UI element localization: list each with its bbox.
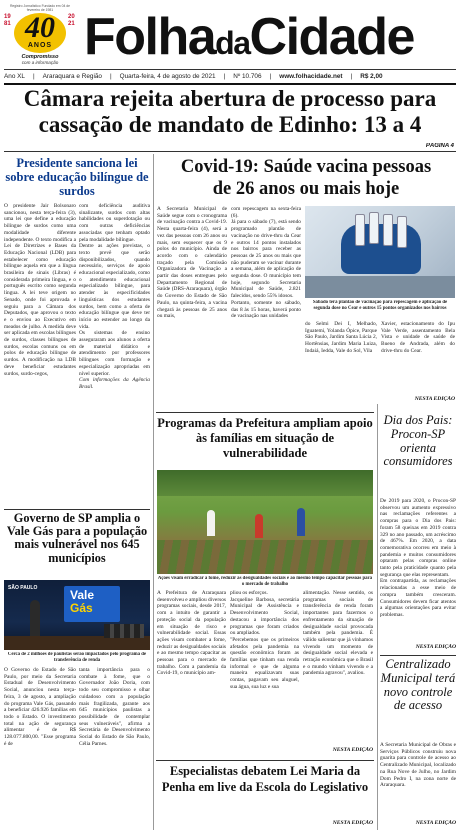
photo-programas-person-2 [255, 514, 263, 538]
column-divider-right [377, 404, 378, 830]
photo-programas-person-1 [207, 510, 215, 536]
article-body-covid-col1: A Secretaria Municipal de Saúde segue com o cronograma de vacinação contra a Covid-19. Nesta quarta-feira (4), será a vez das pessoas com 26 anos ou mais, sem esquecer que os 9 polos do município. Ainda de acordo com o calendário traçado pela Comissão Organizadora de Vacinação a partir das doses entregues pelo Departamento Regional de Saúde (DRS-Araraquara), órgão do Governo do Estado de São Paulo, na quinta-feira, a vacina chegará às pessoas de 25 anos ou mais, [157, 206, 227, 320]
main-headline-line1: Câmara rejeita abertura de processo para [23, 86, 437, 111]
covid-divider [156, 412, 374, 413]
column-divider-left [153, 154, 154, 830]
article-title-diadospais: Dia dos Pais: Procon-SP orienta consumidores [383, 414, 453, 469]
photo-programas-rows [157, 540, 373, 574]
article-body-diadospais: De 2019 para 2020, o Procon-SP observou um aumento expressivo nas reclamações referentes a compras para o Dia dos Pais: foram 58 queixas em 2019 contra 329 no ano passado, um acréscimo de 467%. Em 2020, a data comemorativa ocorreu em meio à pandemia e muitos consumidores optaram pelas compras online tanto pela praticidade quanto pela segurança que elas representam. Em contrapartida, as reclamações relacionadas a esse meio de compra também cresceram. Consumidores devem ficar atentos a algumas orientações para evitar problemas. [380, 498, 456, 618]
title-word-da: da [215, 25, 250, 61]
info-ano: Ano XL [4, 73, 25, 80]
article-source-bilingue: Com informações da Agência Brasil. [79, 377, 150, 390]
signature-especialistas: NESTA EDIÇÃO [332, 820, 373, 826]
signature-covid: NESTA EDIÇÃO [414, 396, 455, 402]
photo-valegas-stage [4, 636, 150, 650]
photo-valegas-vale: Vale [70, 588, 95, 602]
article-body-covid-col3: do Selmi Dei I, Melhado, Iguatemi, Yolanda Ópice, Parque São Paulo, Jardim Santa Lúcia 2, Hortênsias, Jardim Maria Luiza, Indaiá, Iedda, Vale do Sol, Vila [305, 321, 377, 354]
article-title-especialistas: Especialistas debatem Lei Maria da Penha em live da Escola do Legislativo [161, 764, 369, 794]
article-body-bilingue-col2: com deficiência auditiva sinalizante, surdos com altas habilidades ou superdotação ou com outras deficiências associadas que tenham optado pela modalidade bilíngue. Dentre as ações previstas, o texto prevê que serão disponibilizados, quando necessário, serviços de apoio educacional especializado, como o atendimento educacional especializado bilíngue, para atender às especificidades linguísticas dos estudantes surdos, bem como a oferta de educação bilíngue que deve ter início ao estender ao longo da vida. Os sistemas de ensino asseguraram aos alunos a oferta de material didático e atendimento por professores bilíngues com formação e especialização apropriadas em nível superior. [79, 203, 150, 377]
info-region: Araraquara e Região [42, 73, 102, 80]
programas-divider [156, 760, 374, 761]
photo-covid-vaccine [305, 206, 455, 298]
photo-covid-hand [341, 224, 421, 274]
main-headline [4, 86, 456, 144]
signature-diadospais: NESTA EDIÇÃO [415, 644, 456, 650]
badge-tagline: Compromisso [21, 54, 59, 60]
badge-tagline-2: com a informação [21, 60, 59, 65]
article-body-programas-col1: A Prefeitura de Araraquara desenvolveu e ampliou diversos programas sociais, desde 2017, com a intuito de garantir a proteção social da população em situação de risco e vulnerabilidade social. Essas ações visam combater a fome, reduzir as desigualdades sociais e ao mesmo tempo capacitar as pessoas para o mercado de trabalho. Com a pandemia da Covid-19, o município am- [157, 590, 226, 677]
photo-valegas-speaker [30, 600, 40, 640]
signature-centralizado: NESTA EDIÇÃO [415, 820, 456, 826]
info-price: R$ 2,00 [360, 73, 383, 80]
caption-valegas: Cerca de 2 milhões de paulistas serão impactados pelo programa de transferência de renda [7, 652, 147, 663]
article-body-valegas-col1: O Governo do Estado de São Paulo, por meio da Secretaria Estadual de Desenvolvimento Social, anunciou nesta terça-feira, 3 de agosto, a ampliação do programa Vale Gás, passando a beneficiar 426.926 famílias em todo o Estado. O investimento total na ação de segurança alimentar é de R$ 128.077.800,00. "Esse programa é de [4, 667, 76, 747]
right-divider [380, 655, 456, 656]
badge-year-left: 1981 [4, 14, 11, 27]
masthead-rule-top [4, 69, 456, 70]
photo-programas-trees [157, 470, 373, 496]
article-title-covid [156, 156, 456, 202]
anniversary-badge [4, 4, 76, 66]
title-word-cidade: Cidade [249, 8, 414, 66]
badge-founding-text: Registro Jornalístico Fundado em 04 de fevereiro de 1981 [9, 4, 71, 12]
photo-covid-vial-1 [355, 214, 365, 246]
article-body-valegas-col2: tanta importância para o combate à fome, que o Governador João Doria, com todo seu compromisso e olhar cuidadoso com a população mais fragilizada, garante aos 645 municípios paulistas a possibilidade de contemplar seus vulneráveis", afirma a Secretária de Desenvolvimento Social do Estado de São Paulo, Célia Parnes. [79, 667, 150, 747]
photo-valegas-people [104, 624, 144, 638]
photo-valegas [4, 580, 150, 650]
headline-rule [4, 151, 456, 152]
photo-covid-vial-4 [397, 216, 407, 248]
article-title-centralizado: Centralizado Municipal terá novo controle de acesso [380, 658, 456, 713]
signature-programas: NESTA EDIÇÃO [332, 747, 373, 753]
article-body-covid-col2: com repescagem na sexta-feira (6). Já para o sábado (7), está sendo programado plantão de vacinação no drive-thru da Cear e outros 14 pontos instalados nos bairros para receber as pessoas de 25 anos ou mais que não puderam se vacinar durante a semana, além de aplicação de segunda dose. O município tem hoje, segundo Secretaria Municipal de Saúde, 2.821 falecidos, sendo 55% idosos. Portanto, somente no sábado, das 8 às 15 horas, haverá ponto de vacinação nas unidades [231, 206, 301, 320]
covid-title-line1: Covid-19: Saúde vacina pessoas [180, 157, 432, 177]
photo-valegas-brand: SÃO PAULO [8, 585, 38, 591]
photo-programas-person-3 [297, 508, 305, 536]
info-site[interactable]: www.folhacidade.net [279, 73, 343, 80]
info-bar: Ano XL | Araraquara e Região | Quarta-feira, 4 de agosto de 2021 | Nº 10.706 | www.folhacidade.net | R$ 2,00 [4, 73, 383, 80]
photo-valegas-gas: Gás [70, 601, 93, 615]
caption-programas: Ações visam erradicar a fome, reduzir as desigualdades sociais e ao mesmo tempo capacitar pessoas para o mercado de trabalho [157, 576, 373, 587]
badge-number: 40 [25, 11, 55, 44]
info-number: Nº 10.706 [233, 73, 262, 80]
article-body-bilingue-col2-wrap [79, 203, 150, 507]
photo-programas [157, 470, 373, 574]
title-word-folha: Folha [84, 8, 216, 66]
caption-covid: Sábado terá plantão de vacinação para repescagem e aplicação de segunda dose no Cear e outros 15 pontos organizados nos bairros [312, 300, 448, 311]
article-title-valegas: Governo de SP amplia o Vale Gás para a população mais vulnerável nos 645 municípios [6, 512, 148, 565]
article-body-covid-col4: Xavier, estacionamento do Ipu Vale Verde, assentamento Bela Vista e unidade de saúde de Bueno de Andrada, além do drive-thru do Cear. [381, 321, 455, 354]
headline-page-ref: PÁGINA 4 [425, 143, 454, 149]
left-divider-1 [4, 509, 150, 510]
newspaper-title [84, 6, 456, 68]
main-headline-line2: cassação de mandato de Edinho: 13 a 4 [38, 112, 422, 137]
photo-covid-vial-2 [369, 212, 379, 244]
photo-covid-table [305, 276, 455, 298]
article-title-programas: Programas da Prefeitura ampliam apoio às famílias em situação de vulnerabilidade [157, 416, 373, 460]
masthead-rule-bottom [4, 83, 456, 85]
article-body-programas-col3: alimentação. Nesse sentido, os programas sociais de transferência de renda foram importantes para fazermos o enfrentamento da situação de desigualdade social provocada também pela pandemia. É válido salientar que já vínhamos vivendo um momento de desigualdade social elevada e retração econômica que o Brasil e o mundo vinham vivendo e a pandemia agravou", avaliou. [303, 590, 373, 677]
article-body-centralizado: A Secretaria Municipal de Obras e Serviços Públicos construiu nova guarita para controle de acesso ao Centralizado Municipal, localizado na Rua Nove de Julho, no Jardim Dom Pedro I, na zona norte de Araraquara. [380, 742, 456, 789]
article-body-bilingue-col1: O presidente Jair Bolsonaro sancionou, nesta terça-feira (3), uma lei que define a educação bilíngue de surdos como uma modalidade diferente independente. O texto modifica a Lei de Diretrizes e Bases da Educação Nacional (LDB) para estabelecer como educação bilíngue aquela em que a língua brasileira de sinais (Libras) é considerada primeira língua, e o português escrito como segunda língua. A lei teve origem no Senado, onde foi aprovada e seguiu para a Câmara dos Deputados, que aprovou o texto e o enviou ao Executivo em meados de julho. A medida deve ser aplicada em escolas bilíngues de surdos, classes bilíngues de surdos, escolas comuns ou em polos de educação bilíngue de surdos. A modificação na LDB deve beneficiar estudantes surdos, surdo-cegos, [4, 203, 76, 377]
article-title-bilingue: Presidente sanciona lei sobre educação bilíngue de surdos [5, 156, 149, 198]
article-body-programas-col2: pliou os esforços. Jacqueline Barbosa, secretária Municipal de Assistência e Desenvolvimento Social, destacou a importância dos programas que foram criados ou ampliados. "Percebemos que os primeiros afetados pela pandemia na questão econômica foram as famílias que tinham sua renda informal e que de alguma maneira equalizavam suas contas, pagavam seu aluguel, sua água, sua luz e sua [230, 590, 299, 690]
covid-title-line2: de 26 anos ou mais hoje [212, 179, 400, 199]
badge-word: ANOS [27, 42, 53, 49]
photo-covid-vial-3 [383, 214, 393, 246]
info-date: Quarta-feira, 4 de agosto de 2021 [119, 73, 216, 80]
badge-year-right: 2021 [68, 14, 75, 27]
